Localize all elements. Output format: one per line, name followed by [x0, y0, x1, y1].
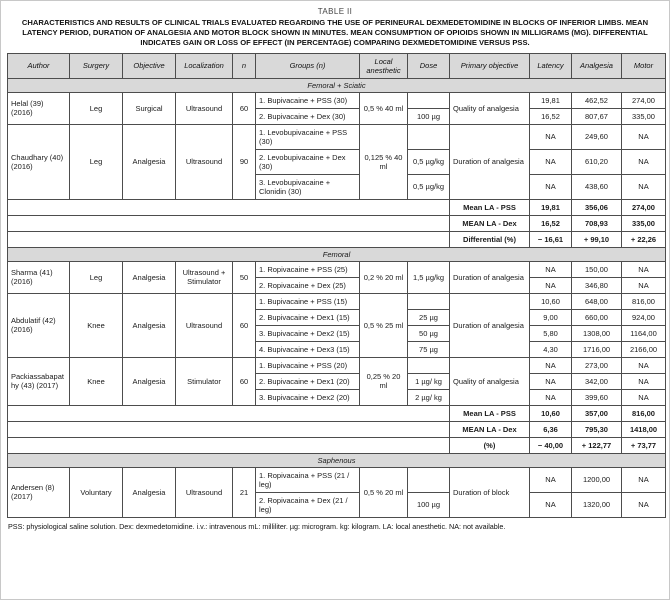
empty-cell: [408, 467, 450, 492]
summary-row: [8, 437, 666, 453]
table-cell: 274,00: [622, 199, 666, 215]
column-header-author: Author: [8, 53, 70, 78]
table-cell: 335,00: [622, 215, 666, 231]
table-cell: 438,60: [572, 174, 622, 199]
table-cell: 0,5 % 40 ml: [360, 92, 408, 124]
summary-row: [8, 231, 666, 247]
table-cell: NA: [622, 357, 666, 373]
table-cell: 2166,00: [622, 341, 666, 357]
table-cell: 249,60: [572, 124, 622, 149]
table-cell: 274,00: [622, 92, 666, 108]
empty-cell: [408, 293, 450, 309]
table-cell: 50: [233, 261, 256, 293]
table-cell: Chaudhary (40) (2016): [8, 124, 70, 199]
table-cell: NA: [530, 149, 572, 174]
table-cell: 10,60: [530, 405, 572, 421]
column-header-latency: Latency: [530, 53, 572, 78]
table-cell: 60: [233, 293, 256, 357]
table-cell: 2. Ropivacaina + Dex (21 / leg): [256, 492, 360, 517]
table-cell: Packiassabapathy (43) (2017): [8, 357, 70, 405]
clinical-trials-table: [7, 53, 666, 518]
table-cell: 610,20: [572, 149, 622, 174]
table-cell: Ultrasound: [176, 124, 233, 199]
empty-cell: [408, 124, 450, 149]
table-cell: NA: [530, 492, 572, 517]
table-row: [8, 467, 666, 492]
table-cell: Surgical: [123, 92, 176, 124]
table-cell: Analgesia: [123, 261, 176, 293]
table-cell: NA: [530, 467, 572, 492]
table-cell: 4,30: [530, 341, 572, 357]
table-row: [8, 124, 666, 149]
table-cell: NA: [530, 174, 572, 199]
empty-cell: [8, 405, 450, 421]
column-header-motor: Motor: [622, 53, 666, 78]
table-cell: 346,80: [572, 277, 622, 293]
table-cell: 273,00: [572, 357, 622, 373]
table-cell: 1308,00: [572, 325, 622, 341]
table-cell: Quality of analgesia: [450, 357, 530, 405]
header-row: [8, 53, 666, 78]
table-cell: Sharma (41) (2016): [8, 261, 70, 293]
table-cell: Helal (39) (2016): [8, 92, 70, 124]
table-cell: 342,00: [572, 373, 622, 389]
table-cell: 2. Bupivacaine + Dex1 (20): [256, 373, 360, 389]
table-cell: 9,00: [530, 309, 572, 325]
table-cell: Mean LA - PSS: [450, 199, 530, 215]
table-cell: Duration of analgesia: [450, 124, 530, 199]
table-footnote: PSS: physiological saline solution. Dex: dexmedetomidine. i.v.: intravenous mL: milliliter. µg: microgram. kg: kilogram. LA: local anesthetic. NA: not available.: [8, 521, 506, 531]
table-cell: 0,5 % 25 ml: [360, 293, 408, 357]
table-cell: 1200,00: [572, 467, 622, 492]
table-cell: 16,52: [530, 215, 572, 231]
column-header-analgesia: Analgesia: [572, 53, 622, 78]
summary-row: [8, 199, 666, 215]
table-cell: 1,5 µg/kg: [408, 261, 450, 293]
table-cell: 1418,00: [622, 421, 666, 437]
table-cell: 3. Bupivacaine + Dex2 (20): [256, 389, 360, 405]
table-cell: + 22,26: [622, 231, 666, 247]
table-cell: Duration of analgesia: [450, 261, 530, 293]
column-header-primary-objective: Primary objective: [450, 53, 530, 78]
table-cell: 16,52: [530, 108, 572, 124]
table-cell: 816,00: [622, 405, 666, 421]
empty-cell: [8, 421, 450, 437]
table-row: [8, 293, 666, 309]
table-cell: 462,52: [572, 92, 622, 108]
table-cell: 90: [233, 124, 256, 199]
table-cell: 100 µg: [408, 492, 450, 517]
table-cell: Stimulator: [176, 357, 233, 405]
table-cell: 19,81: [530, 199, 572, 215]
table-cell: Leg: [70, 124, 123, 199]
table-cell: 150,00: [572, 261, 622, 277]
table-cell: − 40,00: [530, 437, 572, 453]
empty-cell: [8, 231, 450, 247]
table-cell: Analgesia: [123, 124, 176, 199]
table-cell: 0,125 % 40 ml: [360, 124, 408, 199]
section-header-cell: Femoral + Sciatic: [8, 78, 666, 92]
table-cell: 75 µg: [408, 341, 450, 357]
table-cell: Differential (%): [450, 231, 530, 247]
table-cell: − 16,61: [530, 231, 572, 247]
summary-row: [8, 421, 666, 437]
section-row: [8, 453, 666, 467]
section-header-cell: Femoral: [8, 247, 666, 261]
section-row: [8, 78, 666, 92]
table-cell: 2. Ropivacaine + Dex (25): [256, 277, 360, 293]
table-row: [8, 92, 666, 108]
table-title: TABLE II: [317, 7, 353, 16]
column-header-localization: Localization: [176, 53, 233, 78]
table-cell: NA: [622, 277, 666, 293]
table-cell: Ultrasound + Stimulator: [176, 261, 233, 293]
table-cell: Mean LA - PSS: [450, 405, 530, 421]
table-cell: 357,00: [572, 405, 622, 421]
table-cell: NA: [530, 124, 572, 149]
table-cell: NA: [622, 174, 666, 199]
table-cell: MEAN LA - Dex: [450, 215, 530, 231]
table-cell: 4. Bupivacaine + Dex3 (15): [256, 341, 360, 357]
table-cell: 10,60: [530, 293, 572, 309]
table-cell: Leg: [70, 261, 123, 293]
column-header-objective: Objective: [123, 53, 176, 78]
table-cell: Analgesia: [123, 357, 176, 405]
table-cell: 0,25 % 20 ml: [360, 357, 408, 405]
table-cell: Abdulatif (42) (2016): [8, 293, 70, 357]
table-cell: NA: [622, 373, 666, 389]
table-row: [8, 261, 666, 277]
table-caption: CHARACTERISTICS AND RESULTS OF CLINICAL TRIALS EVALUATED REGARDING THE USE OF PERINEURAL DEXMEDETOMIDINE IN BLOCKS OF INFERIOR LIMBS. MEAN LATENCY PERIOD, DURATION OF ANALGESIA AND MOTOR BLOCK SHOWN IN MINUTES. MEAN CONSUMPTION OF OPIOIDS SHOWN IN MILLIGRAMS (MG). DIFFERENTIAL INDICATES GAIN OR LOSS OF EFFECT (IN PERCENTAGE) COMPARING DEXMEDETOMIDINE VERSUS PSS.: [21, 18, 649, 47]
table-cell: 1. Bupivacaine + PSS (15): [256, 293, 360, 309]
table-cell: Analgesia: [123, 293, 176, 357]
table-cell: Knee: [70, 293, 123, 357]
table-cell: 648,00: [572, 293, 622, 309]
section-row: [8, 247, 666, 261]
table-cell: 2. Levobupivacaine + Dex (30): [256, 149, 360, 174]
table-cell: 0,5 µg/kg: [408, 149, 450, 174]
table-cell: NA: [622, 149, 666, 174]
table-cell: 924,00: [622, 309, 666, 325]
empty-cell: [408, 92, 450, 108]
section-header-cell: Saphenous: [8, 453, 666, 467]
table-cell: 708,93: [572, 215, 622, 231]
column-header-dose: Dose: [408, 53, 450, 78]
table-cell: 399,60: [572, 389, 622, 405]
table-cell: Analgesia: [123, 467, 176, 517]
table-cell: 795,30: [572, 421, 622, 437]
table-cell: 1164,00: [622, 325, 666, 341]
table-cell: Ultrasound: [176, 293, 233, 357]
table-cell: 2. Bupivacaine + Dex1 (15): [256, 309, 360, 325]
table-cell: NA: [622, 261, 666, 277]
table-cell: 807,67: [572, 108, 622, 124]
table-cell: NA: [622, 492, 666, 517]
table-cell: Knee: [70, 357, 123, 405]
table-cell: 0,5 % 20 ml: [360, 467, 408, 517]
table-cell: 1. Bupivacaine + PSS (20): [256, 357, 360, 373]
table-cell: 21: [233, 467, 256, 517]
table-cell: 335,00: [622, 108, 666, 124]
empty-cell: [8, 215, 450, 231]
summary-row: [8, 215, 666, 231]
table-cell: 3. Bupivacaine + Dex2 (15): [256, 325, 360, 341]
table-cell: NA: [530, 357, 572, 373]
table-cell: 2. Bupivacaine + Dex (30): [256, 108, 360, 124]
table-cell: MEAN LA - Dex: [450, 421, 530, 437]
table-cell: Leg: [70, 92, 123, 124]
table-cell: 6,36: [530, 421, 572, 437]
table-cell: Ultrasound: [176, 92, 233, 124]
table-body: [8, 78, 666, 517]
table-cell: 1. Ropivacaine + PSS (25): [256, 261, 360, 277]
table-cell: NA: [622, 389, 666, 405]
table-cell: 2 µg/ kg: [408, 389, 450, 405]
table-cell: 60: [233, 357, 256, 405]
table-cell: Quality of analgesia: [450, 92, 530, 124]
table-cell: 3. Levobupivacaine + Clonidin (30): [256, 174, 360, 199]
table-cell: 0,5 µg/kg: [408, 174, 450, 199]
empty-cell: [408, 357, 450, 373]
table-cell: 356,06: [572, 199, 622, 215]
table-cell: 660,00: [572, 309, 622, 325]
table-cell: 1. Bupivacaine + PSS (30): [256, 92, 360, 108]
table-cell: + 99,10: [572, 231, 622, 247]
table-cell: Voluntary: [70, 467, 123, 517]
table-cell: NA: [530, 389, 572, 405]
table-cell: 100 µg: [408, 108, 450, 124]
table-cell: Ultrasound: [176, 467, 233, 517]
table-cell: 1320,00: [572, 492, 622, 517]
table-cell: 60: [233, 92, 256, 124]
table-cell: NA: [622, 124, 666, 149]
table-cell: 1716,00: [572, 341, 622, 357]
summary-row: [8, 405, 666, 421]
table-cell: Andersen (8) (2017): [8, 467, 70, 517]
table-cell: 816,00: [622, 293, 666, 309]
table-cell: (%): [450, 437, 530, 453]
table-cell: NA: [530, 261, 572, 277]
empty-cell: [8, 437, 450, 453]
column-header-surgery: Surgery: [70, 53, 123, 78]
table-cell: 0,2 % 20 ml: [360, 261, 408, 293]
column-header-local-anesthetic: Local anesthetic: [360, 53, 408, 78]
table-cell: 1. Levobupivacaine + PSS (30): [256, 124, 360, 149]
table-cell: Duration of block: [450, 467, 530, 517]
table-cell: + 73,77: [622, 437, 666, 453]
table-cell: NA: [530, 277, 572, 293]
table-cell: 25 µg: [408, 309, 450, 325]
empty-cell: [8, 199, 450, 215]
table-cell: Duration of analgesia: [450, 293, 530, 357]
table-row: [8, 357, 666, 373]
table-cell: 1. Ropivacaina + PSS (21 / leg): [256, 467, 360, 492]
column-header-n: n: [233, 53, 256, 78]
table-cell: NA: [622, 467, 666, 492]
table-cell: 5,80: [530, 325, 572, 341]
table-cell: 1 µg/ kg: [408, 373, 450, 389]
table-cell: 19,81: [530, 92, 572, 108]
table-cell: NA: [530, 373, 572, 389]
table-cell: + 122,77: [572, 437, 622, 453]
column-header-groups-n: Groups (n): [256, 53, 360, 78]
table-cell: 50 µg: [408, 325, 450, 341]
